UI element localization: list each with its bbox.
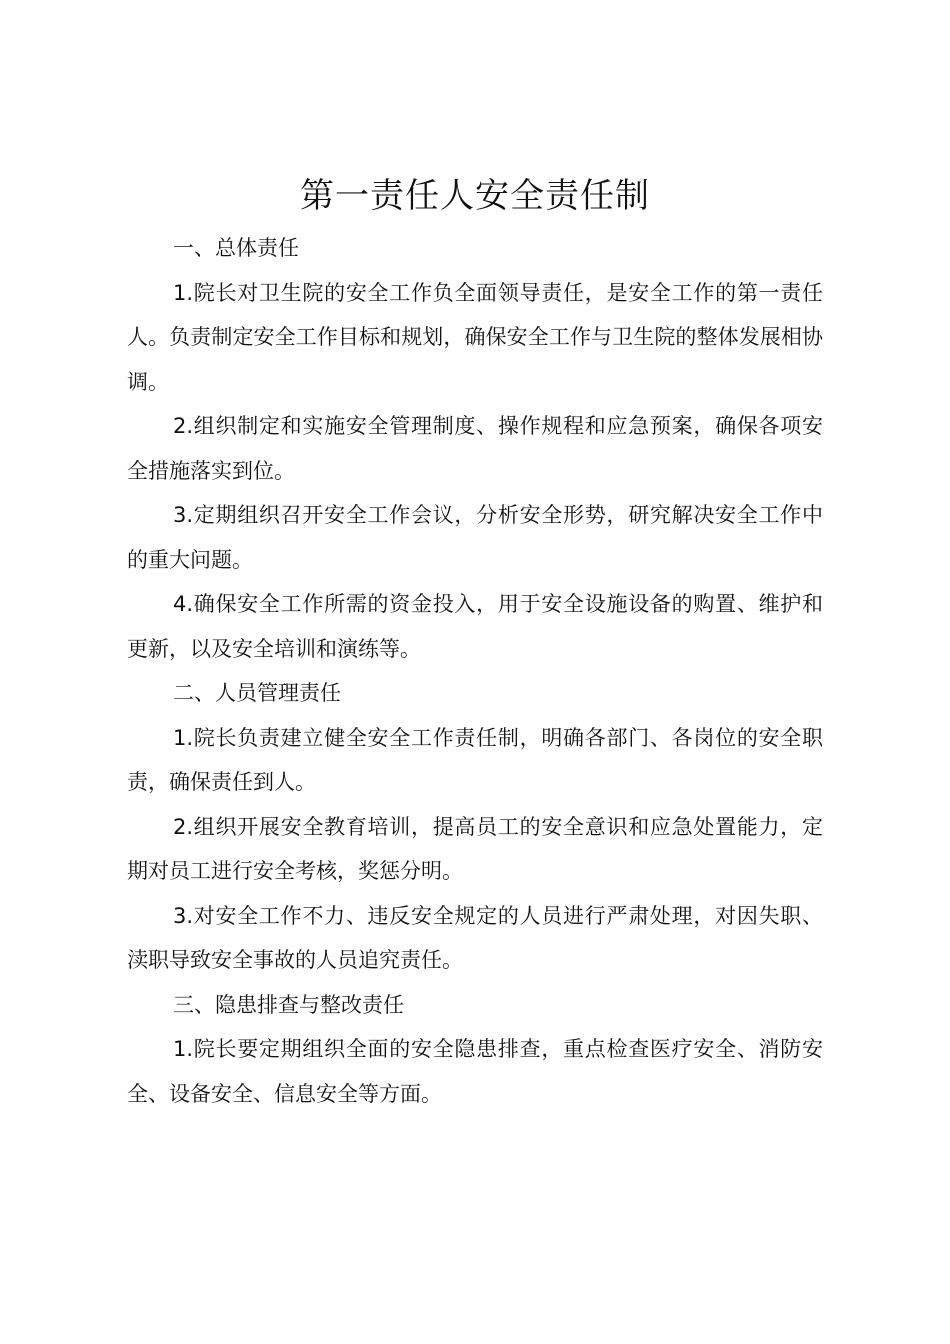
document-title: 第一责任人安全责任制 [300, 176, 650, 216]
section-heading-hazard: 三、隐患排查与整改责任 [173, 992, 404, 1017]
section-heading-overall: 一、总体责任 [173, 236, 299, 260]
paragraph-overall-1: 1.院长对卫生院的安全工作负全面领导责任，是安全工作的第一责任人。负责制定安全工作目标和规划，确保安全工作与卫生院的整体发展相协调。 [127, 280, 823, 394]
document-page [127, 168, 823, 1116]
paragraph-overall-3: 3.定期组织召开安全工作会议，分析安全形势，研究解决安全工作中的重大问题。 [127, 503, 823, 572]
paragraph-overall-4: 4.确保安全工作所需的资金投入，用于安全设施设备的购置、维护和更新，以及安全培训和演练等。 [127, 592, 823, 661]
section-heading-personnel: 二、人员管理责任 [173, 681, 341, 705]
paragraph-personnel-1: 1.院长负责建立健全安全工作责任制，明确各部门、各岗位的安全职责，确保责任到人。 [127, 725, 823, 794]
paragraph-overall-2: 2.组织制定和实施安全管理制度、操作规程和应急预案，确保各项安全措施落实到位。 [127, 414, 823, 483]
paragraph-personnel-2: 2.组织开展安全教育培训，提高员工的安全意识和应急处置能力，定期对员工进行安全考核，奖惩分明。 [127, 814, 823, 883]
paragraph-hazard-1: 1.院长要定期组织全面的安全隐患排查，重点检查医疗安全、消防安全、设备安全、信息安全等方面。 [127, 1037, 823, 1106]
paragraph-personnel-3: 3.对安全工作不力、违反安全规定的人员进行严肃处理，对因失职、渎职导致安全事故的人员追究责任。 [127, 903, 823, 972]
